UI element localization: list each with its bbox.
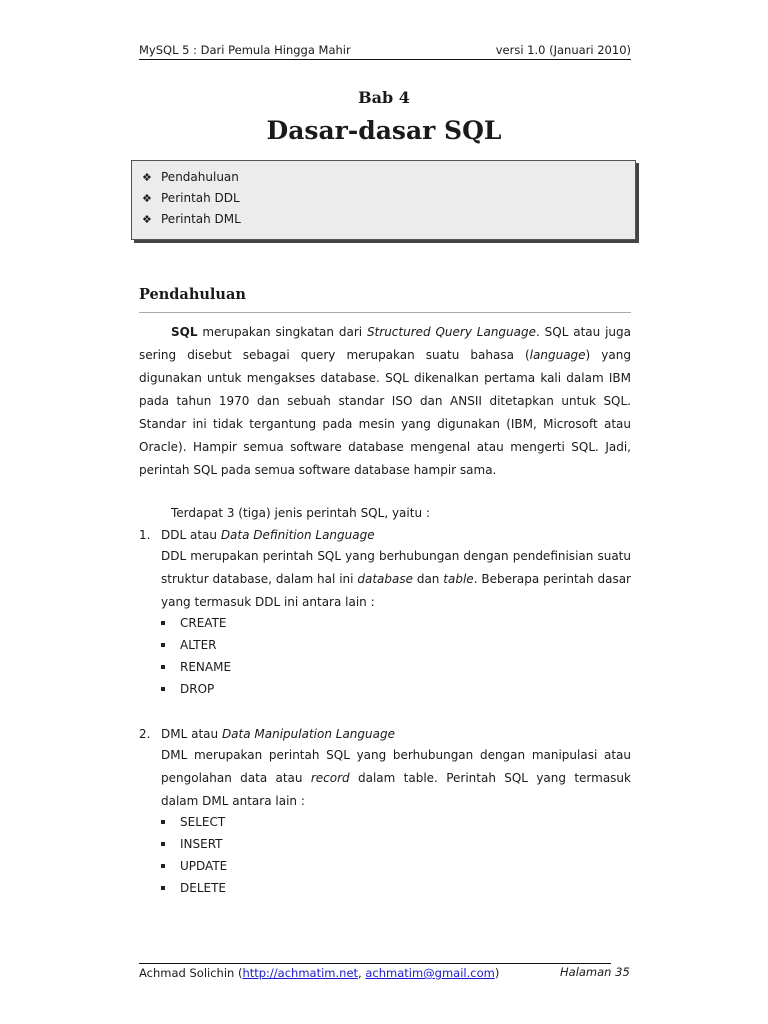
footer-author: Achmad Solichin (http://achmatim.net, achmatim@gmail.com) bbox=[139, 966, 500, 980]
square-bullet-icon bbox=[161, 643, 165, 647]
page-header bbox=[139, 41, 631, 60]
ddl-command-item: CREATE bbox=[161, 614, 227, 632]
ddl-command-item: ALTER bbox=[161, 636, 217, 654]
chapter-title: Dasar-dasar SQL bbox=[266, 116, 502, 145]
ddl-description: DDL merupakan perintah SQL yang berhubungan dengan pendefinisian suatu struktur database, dalam hal ini database dan table. Beberapa perintah dasar yang termasuk DDL ini antara lain : bbox=[161, 549, 631, 609]
chapter-toc-box bbox=[131, 160, 636, 240]
dml-command-item: SELECT bbox=[161, 813, 225, 831]
page-number: Halaman 35 bbox=[560, 965, 630, 979]
ddl-command-item: DROP bbox=[161, 680, 214, 698]
dml-command-item: UPDATE bbox=[161, 857, 227, 875]
square-bullet-icon bbox=[161, 621, 165, 625]
dml-title: DML atau Data Manipulation Language bbox=[161, 727, 395, 741]
types-intro: Terdapat 3 (tiga) jenis perintah SQL, yaitu : bbox=[171, 506, 430, 520]
footer-divider bbox=[139, 963, 611, 964]
square-bullet-icon bbox=[161, 864, 165, 868]
toc-item: ❖ Pendahuluan bbox=[142, 168, 239, 186]
ddl-command-item: RENAME bbox=[161, 658, 231, 676]
email-link[interactable]: achmatim@gmail.com bbox=[365, 966, 495, 980]
square-bullet-icon bbox=[161, 665, 165, 669]
chapter-label: Bab 4 bbox=[358, 88, 410, 107]
diamond-bullet-icon: ❖ bbox=[142, 213, 152, 226]
square-bullet-icon bbox=[161, 820, 165, 824]
ddl-number: 1. bbox=[139, 528, 151, 542]
intro-paragraph: SQL merupakan singkatan dari Structured Query Language. SQL atau juga sering disebut sebagai query merupakan suatu bahasa (language) yang digunakan untuk mengakses database. SQL dikenalkan pertama kali dalam IBM pada tahun 1970 dan sebuah standar ISO dan ANSII ditetapkan untuk SQL. Standar ini tidak tergantung pada mesin yang digunakan (IBM, Microsoft atau Oracle). Hampir semua software database mengenal atau mengerti SQL. Jadi, perintah SQL pada semua software database hampir sama. bbox=[139, 325, 632, 477]
dml-number: 2. bbox=[139, 727, 151, 741]
dml-command-item: DELETE bbox=[161, 879, 226, 897]
dml-command-item: INSERT bbox=[161, 835, 223, 853]
section-heading: Pendahuluan bbox=[139, 286, 246, 303]
diamond-bullet-icon: ❖ bbox=[142, 171, 152, 184]
section-divider bbox=[139, 312, 631, 313]
square-bullet-icon bbox=[161, 886, 165, 890]
header-version: versi 1.0 (Januari 2010) bbox=[495, 43, 631, 57]
square-bullet-icon bbox=[161, 687, 165, 691]
diamond-bullet-icon: ❖ bbox=[142, 192, 152, 205]
header-book-title: MySQL 5 : Dari Pemula Hingga Mahir bbox=[139, 43, 351, 57]
toc-item: ❖ Perintah DDL bbox=[142, 189, 240, 207]
dml-description: DML merupakan perintah SQL yang berhubungan dengan manipulasi atau pengolahan data atau record dalam table. Perintah SQL yang termasuk dalam DML antara lain : bbox=[161, 748, 631, 808]
ddl-title: DDL atau Data Definition Language bbox=[161, 528, 375, 542]
toc-item: ❖ Perintah DML bbox=[142, 210, 241, 228]
website-link[interactable]: http://achmatim.net bbox=[242, 966, 359, 980]
square-bullet-icon bbox=[161, 842, 165, 846]
